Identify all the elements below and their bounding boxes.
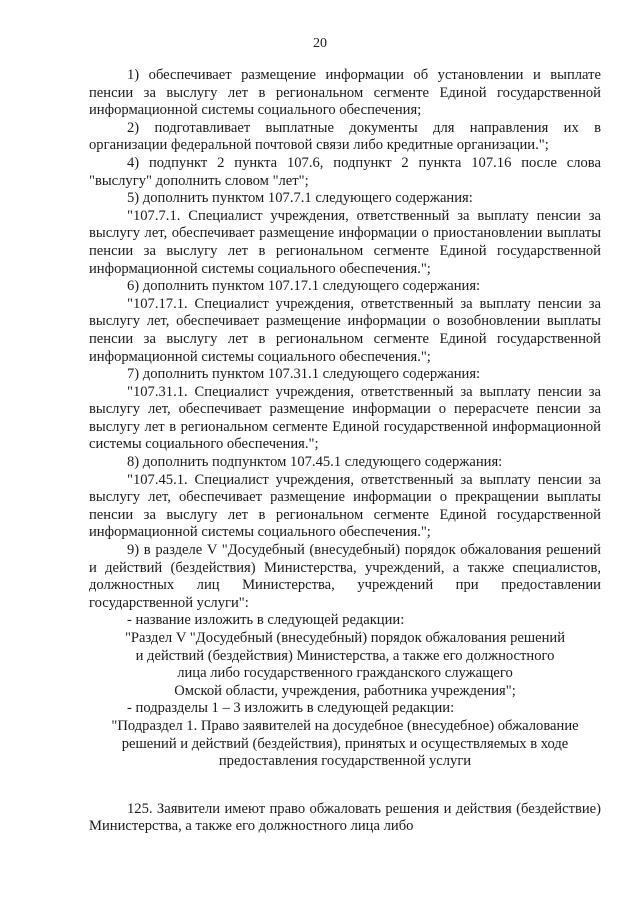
paragraph-item-4: 4) подпункт 2 пункта 107.6, подпункт 2 пункта 107.16 после слова "выслугу" дополнить словом "лет"; — [89, 154, 601, 189]
paragraph-item-8: 8) дополнить подпунктом 107.45.1 следующего содержания: — [127, 454, 503, 471]
paragraph-clause-125: 125. Заявители имеют право обжаловать решения и действия (бездействие) Министерства, а также его должностного лица либо — [89, 800, 601, 835]
document-body — [89, 67, 601, 836]
paragraph-rename-instruction: - название изложить в следующей редакции: — [127, 612, 405, 629]
section-title-line: и действий (бездействия) Министерства, а также его должностного — [135, 647, 555, 664]
paragraph-subsections-instruction: - подразделы 1 – 3 изложить в следующей редакции: — [127, 700, 455, 717]
subsection-title — [89, 718, 601, 771]
subsection-title-line: решений и действий (бездействия), принятых и осуществляемых в ходе — [121, 735, 569, 752]
paragraph-clause-107-45-1: "107.45.1. Специалист учреждения, ответственный за выплату пенсии за выслугу лет, обеспечивает размещение информации о прекращении выплаты пенсии за выслугу лет в региональном сегменте Единой государственной информационной системы социального обеспечения."; — [89, 471, 601, 541]
paragraph-item-7: 7) дополнить пунктом 107.31.1 следующего содержания: — [127, 366, 481, 383]
section-title-line: Омской области, учреждения, работника учреждения"; — [174, 682, 516, 699]
subsection-title-line: "Подраздел 1. Право заявителей на досудебное (внесудебное) обжалование — [111, 717, 579, 734]
paragraph-clause-107-31-1: "107.31.1. Специалист учреждения, ответственный за выплату пенсии за выслугу лет, обеспечивает размещение информации о перерасчете пенсии за выслугу лет в региональном сегменте Единой государственной информационной системы социального обеспечения."; — [89, 383, 601, 453]
paragraph-clause-107-7-1: "107.7.1. Специалист учреждения, ответственный за выплату пенсии за выслугу лет, обеспечивает размещение информации о приостановлении выплаты пенсии за выслугу лет в региональном сегменте Единой государственной информационной системы социального обеспечения."; — [89, 207, 601, 277]
paragraph-clause-107-17-1: "107.17.1. Специалист учреждения, ответственный за выплату пенсии за выслугу лет, обеспечивает размещение информации о возобновлении выплаты пенсии за выслугу лет в региональном сегменте Единой государственной информационной системы социального обеспечения."; — [89, 295, 601, 365]
paragraph-item-6: 6) дополнить пунктом 107.17.1 следующего содержания: — [127, 278, 481, 295]
paragraph-item-9: 9) в разделе V "Досудебный (внесудебный) порядок обжалования решений и действий (бездействия) Министерства, учреждений, а также специалистов, должностных лиц Министерства, учреждений при предоставлении государственной услуги": — [89, 542, 601, 611]
section-title — [89, 630, 601, 700]
subsection-title-line: предоставления государственной услуги — [218, 753, 472, 770]
page-number: 20 — [313, 36, 327, 51]
paragraph-item-2: 2) подготавливает выплатные документы для направления их в организации федеральной почтовой связи либо кредитные организации."; — [89, 119, 601, 154]
spacer — [89, 771, 601, 801]
section-title-line: "Раздел V "Досудебный (внесудебный) порядок обжалования решений — [124, 630, 566, 646]
paragraph-item-1: 1) обеспечивает размещение информации об установлении и выплате пенсии за выслугу лет в региональном сегменте Единой государственной информационной системы социального обеспечения; — [89, 67, 601, 119]
paragraph-item-5: 5) дополнить пунктом 107.7.1 следующего содержания: — [127, 190, 473, 207]
section-title-line: лица либо государственного гражданского служащего — [177, 665, 513, 682]
